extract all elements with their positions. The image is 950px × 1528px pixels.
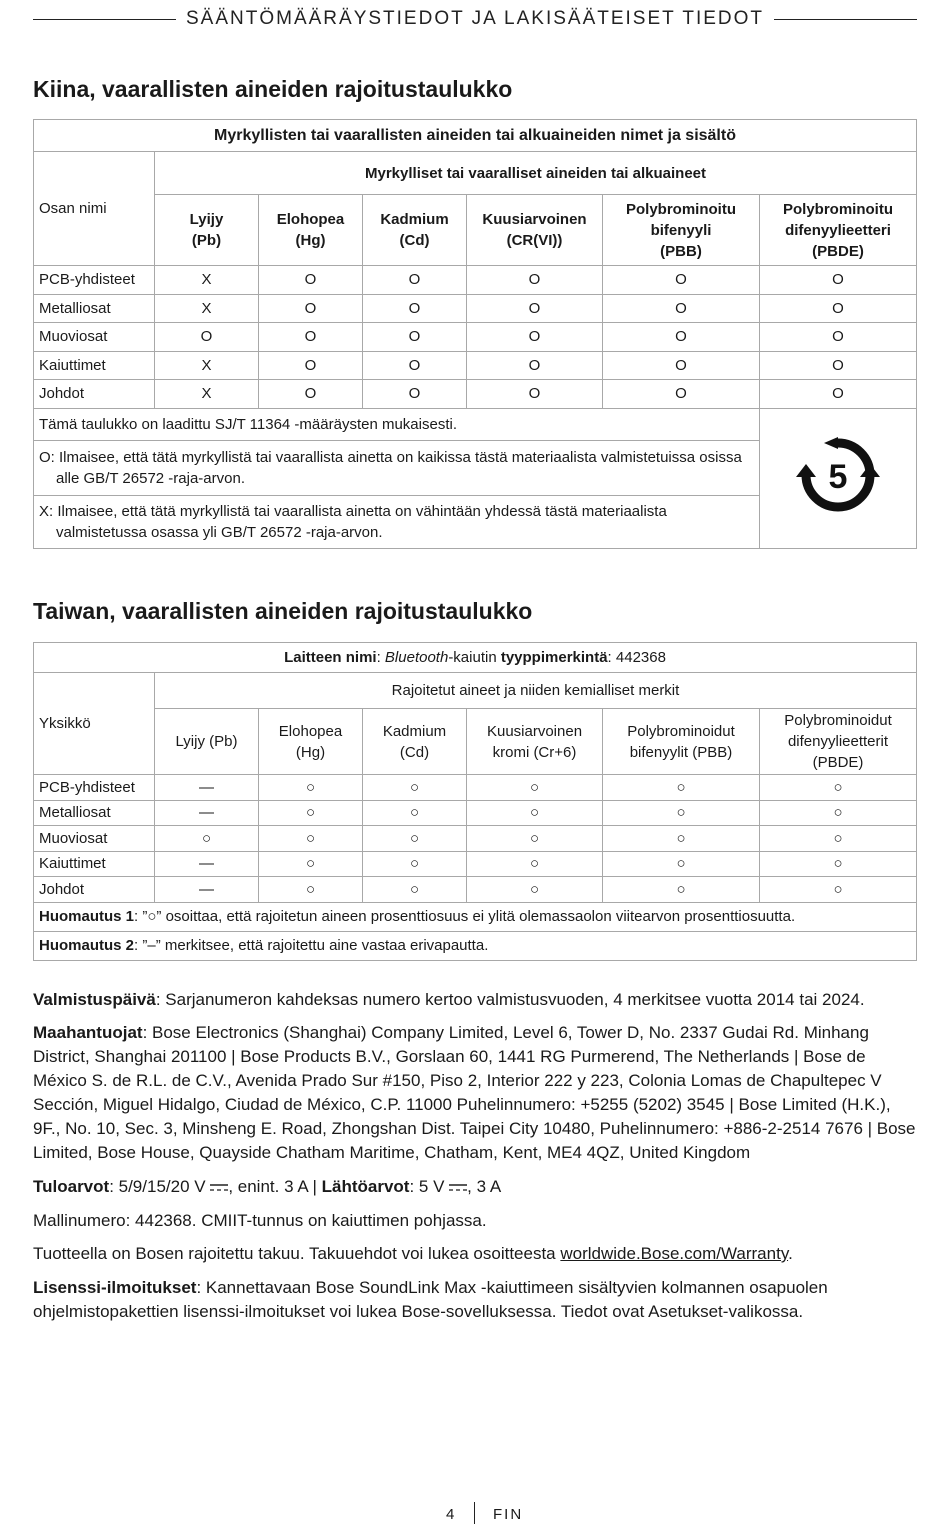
- table-row: [34, 266, 917, 295]
- page-number: 4: [446, 1506, 457, 1523]
- table-cell: ○: [259, 851, 363, 877]
- ratings: Tuloarvot: 5/9/15/20 V , enint. 3 A | Lähtöarvot: 5 V , 3 A: [33, 1177, 502, 1196]
- model-number: Mallinumero: 442368. CMIIT-tunnus on kaiuttimen pohjassa.: [33, 1211, 487, 1230]
- column-header: Polybrominoitu difenyylieetteri (PBDE): [760, 195, 917, 266]
- table-cell: X: [155, 351, 259, 380]
- epup-5-logo: [796, 437, 880, 513]
- column-header: Kadmium (Cd): [363, 709, 467, 775]
- taiwan-note-2: Huomautus 2: ”–” merkitsee, että rajoitettu aine vastaa erivapautta.: [34, 931, 917, 960]
- china-rohs-table: [33, 119, 917, 549]
- table-cell: ○: [363, 800, 467, 826]
- license-notices: Lisenssi-ilmoitukset: Kannettavaan Bose SoundLink Max -kaiuttimeen sisältyvien kolmannen osapuolen ohjelmistopakettien lisenssi-ilmoitukset voi lukea Bose-sovelluksessa. Tiedot ovat Asetukset-valikossa.: [33, 1278, 828, 1321]
- china-group-header: Myrkylliset tai vaaralliset aineiden tai alkuaineet: [155, 152, 917, 195]
- table-cell: O: [603, 323, 760, 352]
- table-cell: ○: [467, 826, 603, 852]
- table-cell: ○: [760, 877, 917, 903]
- page-footer: [0, 1500, 950, 1528]
- page-header: [33, 6, 917, 32]
- table-row: [34, 851, 917, 877]
- header-rule-left: [33, 19, 176, 20]
- table-cell: O: [363, 351, 467, 380]
- table-cell: —: [155, 775, 259, 801]
- table-cell: O: [467, 351, 603, 380]
- device-bt: Bluetooth: [384, 649, 449, 666]
- header-rule-right: [774, 19, 917, 20]
- china-note-standard: Tämä taulukko on laadittu SJ/T 11364 -määräysten mukaisesti.: [34, 408, 760, 440]
- table-row: [34, 323, 917, 352]
- china-heading: Kiina, vaarallisten aineiden rajoitustaulukko: [33, 76, 513, 102]
- china-logo-cell: [760, 408, 917, 548]
- table-cell: O: [603, 294, 760, 323]
- table-cell: ○: [363, 775, 467, 801]
- column-header: Elohopea (Hg): [259, 195, 363, 266]
- model-label: tyyppimerkintä: [500, 649, 608, 666]
- row-label: Johdot: [34, 877, 155, 903]
- table-cell: ○: [259, 800, 363, 826]
- taiwan-row-header: Yksikkö: [34, 673, 155, 775]
- table-cell: O: [259, 266, 363, 295]
- table-cell: ○: [760, 775, 917, 801]
- table-cell: ○: [603, 775, 760, 801]
- table-cell: ○: [467, 877, 603, 903]
- device-name-label: Laitteen nimi: [284, 649, 377, 666]
- column-header: Lyijy (Pb): [155, 195, 259, 266]
- column-header: Polybrominoidut bifenyylit (PBB): [603, 709, 760, 775]
- china-note-o: O: Ilmaisee, että tätä myrkyllistä tai vaarallista ainetta on kaikissa tästä materiaalista valmistetuissa osissa alle GB/T 26572 -raja-arvon.: [34, 440, 760, 495]
- table-cell: O: [363, 380, 467, 409]
- table-cell: ○: [259, 775, 363, 801]
- table-row: [34, 826, 917, 852]
- table-cell: O: [760, 294, 917, 323]
- table-cell: ○: [760, 851, 917, 877]
- language-code: FIN: [493, 1506, 524, 1523]
- china-note-x: X: Ilmaisee, että tätä myrkyllistä tai vaarallista ainetta on vähintään yhdessä tästä materiaalista valmistetussa osassa yli GB/T 26572 -raja-arvon.: [34, 495, 760, 548]
- row-label: PCB-yhdisteet: [34, 266, 155, 295]
- table-cell: O: [363, 266, 467, 295]
- china-row-header: Osan nimi: [34, 152, 155, 266]
- table-cell: ○: [467, 775, 603, 801]
- page-header-title: SÄÄNTÖMÄÄRÄYSTIEDOT JA LAKISÄÄTEISET TIEDOT: [186, 8, 765, 29]
- table-cell: O: [259, 380, 363, 409]
- table-row: [34, 800, 917, 826]
- table-cell: ○: [760, 800, 917, 826]
- table-cell: O: [760, 380, 917, 409]
- table-cell: ○: [363, 851, 467, 877]
- row-label: Muoviosat: [34, 826, 155, 852]
- dc-symbol-icon: [210, 1183, 228, 1193]
- table-cell: O: [259, 294, 363, 323]
- table-cell: —: [155, 851, 259, 877]
- table-cell: ○: [155, 826, 259, 852]
- table-cell: ○: [603, 800, 760, 826]
- table-cell: O: [259, 323, 363, 352]
- table-cell: O: [467, 294, 603, 323]
- warranty: Tuotteella on Bosen rajoitettu takuu. Takuuehdot voi lukea osoitteesta worldwide.Bose.com/Warranty.: [33, 1244, 793, 1263]
- device-suffix: -kaiutin: [448, 649, 497, 666]
- table-cell: ○: [760, 826, 917, 852]
- table-cell: O: [467, 380, 603, 409]
- warranty-link[interactable]: worldwide.Bose.com/Warranty: [560, 1244, 789, 1263]
- column-header: Polybrominoidut difenyylieetterit (PBDE): [760, 709, 917, 775]
- table-cell: ○: [603, 826, 760, 852]
- table-cell: ○: [363, 877, 467, 903]
- row-label: Kaiuttimet: [34, 351, 155, 380]
- table-row: [34, 351, 917, 380]
- table-cell: O: [259, 351, 363, 380]
- model-value: : 442368: [607, 649, 666, 666]
- taiwan-device-row: Laitteen nimi: Bluetooth-kaiutin tyyppimerkintä: 442368: [34, 643, 917, 673]
- table-cell: ○: [259, 877, 363, 903]
- taiwan-group-header: Rajoitetut aineet ja niiden kemialliset merkit: [155, 673, 917, 709]
- column-header: Lyijy (Pb): [155, 709, 259, 775]
- row-label: Metalliosat: [34, 800, 155, 826]
- dc-symbol-icon: [449, 1183, 467, 1193]
- table-cell: —: [155, 800, 259, 826]
- table-cell: O: [155, 323, 259, 352]
- china-table-title: Myrkyllisten tai vaarallisten aineiden tai alkuaineiden nimet ja sisältö: [34, 120, 917, 152]
- table-cell: X: [155, 266, 259, 295]
- column-header: Kuusiarvoinen (CR(VI)): [467, 195, 603, 266]
- taiwan-rohs-table: [33, 642, 917, 961]
- table-cell: O: [603, 351, 760, 380]
- row-label: Johdot: [34, 380, 155, 409]
- table-cell: ○: [603, 851, 760, 877]
- taiwan-note-1: Huomautus 1: ”○” osoittaa, että rajoitetun aineen prosenttiosuus ei ylitä olemassaolon viitearvon prosenttiosuutta.: [34, 902, 917, 931]
- table-cell: ○: [467, 851, 603, 877]
- table-row: [34, 775, 917, 801]
- table-cell: ○: [603, 877, 760, 903]
- table-cell: ○: [363, 826, 467, 852]
- footer-divider: [474, 1502, 475, 1524]
- table-row: [34, 877, 917, 903]
- column-header: Kadmium (Cd): [363, 195, 467, 266]
- row-label: PCB-yhdisteet: [34, 775, 155, 801]
- table-cell: O: [363, 294, 467, 323]
- epup-number: 5: [828, 458, 848, 496]
- table-cell: —: [155, 877, 259, 903]
- table-cell: O: [363, 323, 467, 352]
- column-header: Polybrominoitu bifenyyli (PBB): [603, 195, 760, 266]
- importers: Maahantuojat: Bose Electronics (Shanghai) Company Limited, Level 6, Tower D, No. 2337 Gudai Rd. Minhang District, Shanghai 201100 | Bose Products B.V., Gorslaan 60, 1441 RG Purmerend, The Netherlands | Bose de México S. de R.L. de C.V., Avenida Prado Sur #150, Piso 2, Interior 222 y 223, Colonia Lomas de Chapultepec V Sección, Miguel Hidalgo, Ciudad de México, C.P. 11000 Puhelinnumero: +5255 (5202) 3545 | Bose Limited (H.K.), 9F., No. 10, Sec. 3, Minsheng E. Road, Zhongshan Dist. Taipei City 10480, Puhelinnumero: +886-2-2514 7676 | Bose Limited, Bose House, Quayside Chatham Maritime, Chatham, Kent, ME4 4QZ, United Kingdom: [33, 1023, 916, 1162]
- column-header: Kuusiarvoinen kromi (Cr+6): [467, 709, 603, 775]
- row-label: Muoviosat: [34, 323, 155, 352]
- column-header: Elohopea (Hg): [259, 709, 363, 775]
- table-cell: O: [760, 266, 917, 295]
- table-cell: O: [603, 266, 760, 295]
- table-row: [34, 380, 917, 409]
- table-cell: ○: [467, 800, 603, 826]
- row-label: Kaiuttimet: [34, 851, 155, 877]
- table-row: [34, 294, 917, 323]
- table-cell: X: [155, 380, 259, 409]
- table-cell: O: [467, 266, 603, 295]
- table-cell: X: [155, 294, 259, 323]
- table-cell: O: [467, 323, 603, 352]
- table-cell: ○: [259, 826, 363, 852]
- taiwan-heading: Taiwan, vaarallisten aineiden rajoitustaulukko: [33, 598, 533, 624]
- table-cell: O: [603, 380, 760, 409]
- table-cell: O: [760, 323, 917, 352]
- table-cell: O: [760, 351, 917, 380]
- manufacture-date: Valmistuspäivä: Sarjanumeron kahdeksas numero kertoo valmistusvuoden, 4 merkitsee vuotta 2014 tai 2024.: [33, 990, 865, 1009]
- row-label: Metalliosat: [34, 294, 155, 323]
